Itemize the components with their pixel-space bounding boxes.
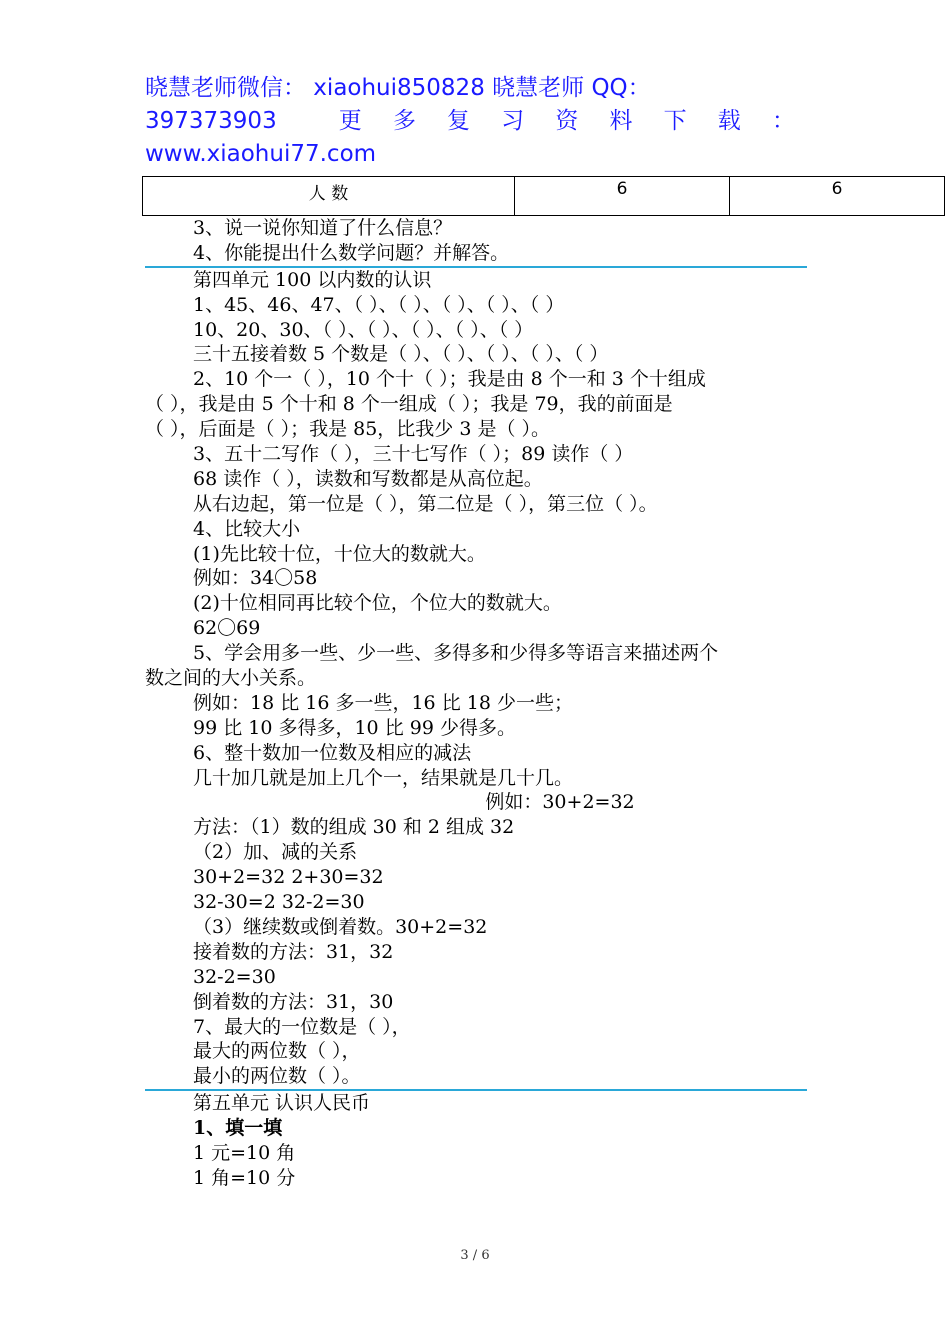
text-line: 三十五接着数 5 个数是（ ）、（ ）、（ ）、（ ）、（ ） <box>193 343 609 366</box>
header-word: 下 <box>663 108 687 134</box>
header-line-1: 晓慧老师微信： xiaohui850828 晓慧老师 QQ： <box>145 75 651 101</box>
header-download-text <box>339 105 795 138</box>
text-line: 3、五十二写作（ ），三十七写作（ ）；89 读作（ ） <box>193 443 634 466</box>
text-line: 4、你能提出什么数学问题？并解答。 <box>193 241 510 264</box>
text-line: 例如：34〇58 <box>193 567 318 590</box>
header-word: 复 <box>447 108 471 134</box>
text-line: 2、10 个一（ ），10 个十（ ）；我是由 8 个一和 3 个十组成 <box>193 368 706 391</box>
text-line: 例如：18 比 16 多一些，16 比 18 少一些； <box>193 691 573 714</box>
header-word: 载 <box>717 108 741 134</box>
text-line: （2）加、减的关系 <box>193 841 358 864</box>
text-line: (1)先比较十位，十位大的数就大。 <box>193 542 486 565</box>
table-cell-label: 人 数 <box>143 177 515 216</box>
text-line: 10、20、30、（ ）、（ ）、（ ）、（ ）、（ ） <box>193 318 534 341</box>
text-line: 最大的两位数（ ）， <box>193 1040 361 1063</box>
text-line: 7、最大的一位数是（ ）， <box>193 1015 411 1038</box>
text-line: 3、说一说你知道了什么信息？ <box>193 217 453 239</box>
text-line: 32-30=2 32-2=30 <box>193 891 365 914</box>
header-word: ： <box>771 108 795 134</box>
text-line: 6、整十数加一位数及相应的减法 <box>193 741 472 764</box>
text-line: 68 读作（ ），读数和写数都是从高位起。 <box>193 467 543 490</box>
text-line: 倒着数的方法：31，30 <box>193 990 394 1013</box>
header-word: 料 <box>609 108 633 134</box>
text-line: 例如：30+2=32 <box>485 791 635 814</box>
section-title-unit-4: 第四单元 100 以内数的认识 <box>193 268 432 291</box>
text-line: 5、学会用多一些、少一些、多得多和少得多等语言来描述两个 <box>193 642 719 665</box>
count-table <box>142 176 945 216</box>
document-body <box>145 216 845 1191</box>
text-line: 从右边起，第一位是（ ），第二位是（ ），第三位（ ）。 <box>193 492 658 515</box>
header-url: www.xiaohui77.com <box>145 141 377 167</box>
table-row <box>143 177 945 216</box>
text-line: 方法：（1）数的组成 30 和 2 组成 32 <box>193 816 515 839</box>
text-line: (2)十位相同再比较个位，个位大的数就大。 <box>193 592 562 615</box>
header-word: 资 <box>555 108 579 134</box>
text-line: 99 比 10 多得多，10 比 99 少得多。 <box>193 716 516 739</box>
text-line: 最小的两位数（ ）。 <box>193 1065 361 1088</box>
text-line: 1 角=10 分 <box>193 1166 296 1189</box>
text-line: 数之间的大小关系。 <box>145 667 317 690</box>
text-line: 32-2=30 <box>193 965 276 988</box>
table-cell-value-2: 6 <box>730 177 945 216</box>
text-line: 几十加几就是加上几个一，结果就是几十几。 <box>193 766 574 789</box>
text-line: 1、45、46、47、（ ）、（ ）、（ ）、（ ）、（ ） <box>193 293 565 316</box>
text-line: 4、比较大小 <box>193 517 301 540</box>
header-qq-number: 397373903 <box>145 108 277 134</box>
text-line: 30+2=32 2+30=32 <box>193 866 384 889</box>
subsection-title: 1、填一填 <box>193 1117 283 1140</box>
text-line: （3）继续数或倒着数。30+2=32 <box>193 915 488 938</box>
text-line: （ ），后面是（ ）；我是 85，比我少 3 是（ ）。 <box>145 418 551 441</box>
text-line: 62〇69 <box>193 617 261 640</box>
header-word: 习 <box>501 108 525 134</box>
text-line: 1 元=10 角 <box>193 1141 296 1164</box>
contact-header <box>145 72 795 171</box>
page-number: 3 / 6 <box>460 1248 490 1263</box>
table-cell-value-1: 6 <box>515 177 730 216</box>
header-word: 多 <box>392 108 416 134</box>
text-line: 接着数的方法：31，32 <box>193 940 394 963</box>
header-word: 更 <box>338 108 362 134</box>
section-title-unit-5: 第五单元 认识人民币 <box>193 1092 371 1115</box>
text-line: （ ），我是由 5 个十和 8 个一组成（ ）；我是 79，我的前面是 <box>145 393 673 416</box>
header-line-2 <box>145 105 795 138</box>
